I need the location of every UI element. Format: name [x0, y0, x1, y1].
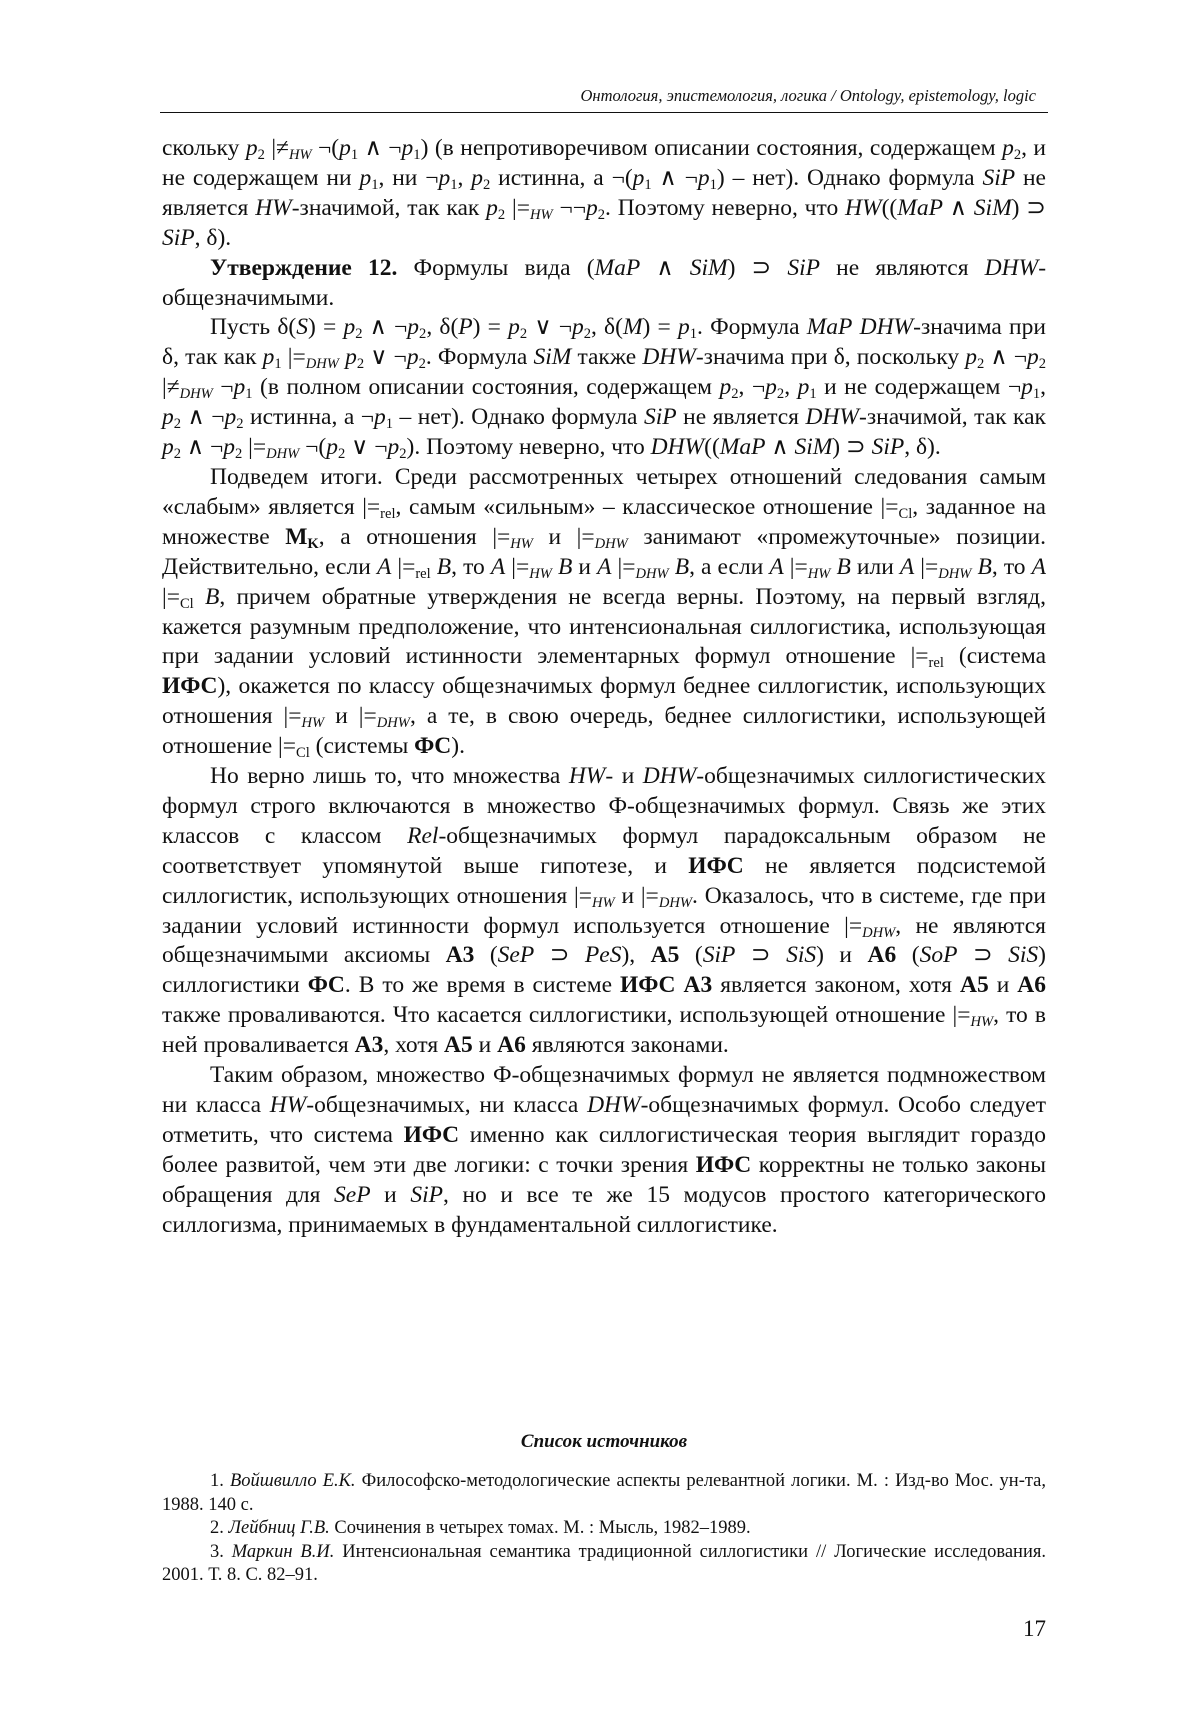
- article-body: [162, 134, 1046, 1241]
- reference-author: Войшвилло Е.К.: [229, 1471, 356, 1491]
- paragraph-statement-12: [162, 254, 1046, 314]
- paragraph-5: Но верно лишь то, что множества HW- и DHW-общезначимых силлогистических формул строго включаются в множество Ф-общезначимых формул. Связь же этих классов с классом Rel-общезначимых формул парадоксальным образом не соответствует упомянутой выше гипотезе, и ИФС не является подсистемой силлогистик, использующих отношения $|=_{HW}$ и $|=_{DHW}$. Оказалось, что в системе, где при задании условий истинности формул используется отношение $|=_{DHW}$, не являются общезначимыми аксиомы A3 (SeP ⊃ PeS), A5 (SiP ⊃ SiS) и A6 (SoP ⊃ SiS) силлогистики ФС. В то же время в системе ИФС A3 является законом, хотя A5 и A6 также проваливаются. Что касается силлогистики, использующей отношение $|=_{HW}$, то в ней проваливается A3, хотя A5 и A6 являются законами.: [162, 763, 1047, 1059]
- statement-text: Формулы вида (MaP ∧ SiM) ⊃ SiP не являются DHW-общезначимыми.: [162, 254, 1047, 311]
- reference-item: 1. Войшвилло Е.К. Философско-методологические аспекты релевантной логики. М. : Изд-во Мос. ун-та, 1988. 140 с.: [162, 1471, 1047, 1515]
- paragraph-6: Таким образом, множество Ф-общезначимых формул не является подмножеством ни класса HW-общезначимых, ни класса DHW-общезначимых формул. Особо следует отметить, что система ИФС именно как силлогистическая теория выглядит гораздо более развитой, чем эти две логики: с точки зрения ИФС корректны не только законы обращения для SeP и SiP, но и все те же 15 модусов простого категорического силлогизма, принимаемых в фундаментальной силлогистике.: [162, 1062, 1046, 1238]
- references-title: Список источников: [520, 1431, 688, 1452]
- header-rule: [160, 112, 1048, 113]
- reference-item: 2. Лейбниц Г.В. Сочинения в четырех томах. М. : Мысль, 1982–1989.: [210, 1518, 751, 1538]
- references-list: [162, 1470, 1046, 1588]
- paragraph-1: скольку $p_2$ $|\ne_{HW}$ $\neg(p_1$ ∧ $\neg p_1$) (в непротиворечивом описании состояния, содержащем $p_2$, и не содержащем ни $p_1$, ни $\neg p_1$, $p_2$ истинна, а $\neg(p_1$ ∧ $\neg p_1) - нет$). Однако формула SiP не является HW-значимой, так как $p_2$ $|=_{HW}$ $\neg\neg p_2$. Поэтому неверно, что HW((MaP ∧ SiM) ⊃ SiP, δ).: [162, 135, 1047, 251]
- paragraph-3: Пусть $\delta(S) = p_2$ ∧ $\neg p_2$, $\delta(P) = p_2$ ∨ $\neg p_2$, $\delta(M) = p_1$. Формула MaP DHW-значима при δ, так как $p_1$ $|=_{DHW}$ $p_2$ ∨ $\neg p_2$. Формула SiM также DHW-значима при δ, поскольку $p_2$ ∧ $\neg p_2$ $|\ne_{DHW}$ $\neg p_1$ (в полном описании состояния, содержащем $p_2$, $\neg p_2$, $p_1$ и не содержащем $\neg p_1$, $p_2$ ∧ $\neg p_2$ истинна, а $\neg p_1 - нет$). Однако формула SiP не является DHW-значимой, так как $p_2$ ∧ $\neg p_2$ $|=_{DHW}$ $\neg(p_2$ ∨ $\neg p_2$). Поэтому неверно, что DHW((MaP ∧ SiM) ⊃ SiP, δ).: [162, 314, 1046, 463]
- running-header: Онтология, эпистемология, логика / Ontology, epistemology, logic: [580, 86, 1036, 105]
- paragraph-4: Подведем итоги. Среди рассмотренных четырех отношений следования самым «слабым» является $|=_{rel}$, самым «сильным» – классическое отношение $|=_{Cl}$, заданное на множестве $M_K$, а отношения $|=_{HW}$ и $|=_{DHW}$ занимают «промежуточные» позиции. Действительно, если A $|=_{rel}$ B, то A $|=_{HW}$ B и A $|=_{DHW}$ B, а если A $|=_{HW}$ B или A $|=_{DHW}$ B, то A $|=_{Cl}$ B, причем обратные утверждения не всегда верны. Поэтому, на первый взгляд, кажется разумным предположение, что интенсиональная силлогистика, использующая при задании условий истинности элементарных формул отношение $|=_{rel}$ (система ИФС), окажется по классу общезначимых формул беднее силлогистик, использующих отношения $|=_{HW}$ и $|=_{DHW}$, а те, в свою очередь, беднее силлогистики, использующей отношение $|=_{Cl}$ (системы ФС).: [162, 463, 1047, 762]
- reference-item: 3. Маркин В.И. Интенсиональная семантика традиционной силлогистики // Логические исследования. 2001. Т. 8. С. 82–91.: [162, 1541, 1046, 1585]
- reference-author: Лейбниц Г.В.: [228, 1518, 330, 1538]
- statement-label: Утверждение 12.: [210, 254, 398, 281]
- reference-author: Маркин В.И.: [231, 1541, 335, 1562]
- page-number: 17: [1023, 1616, 1046, 1641]
